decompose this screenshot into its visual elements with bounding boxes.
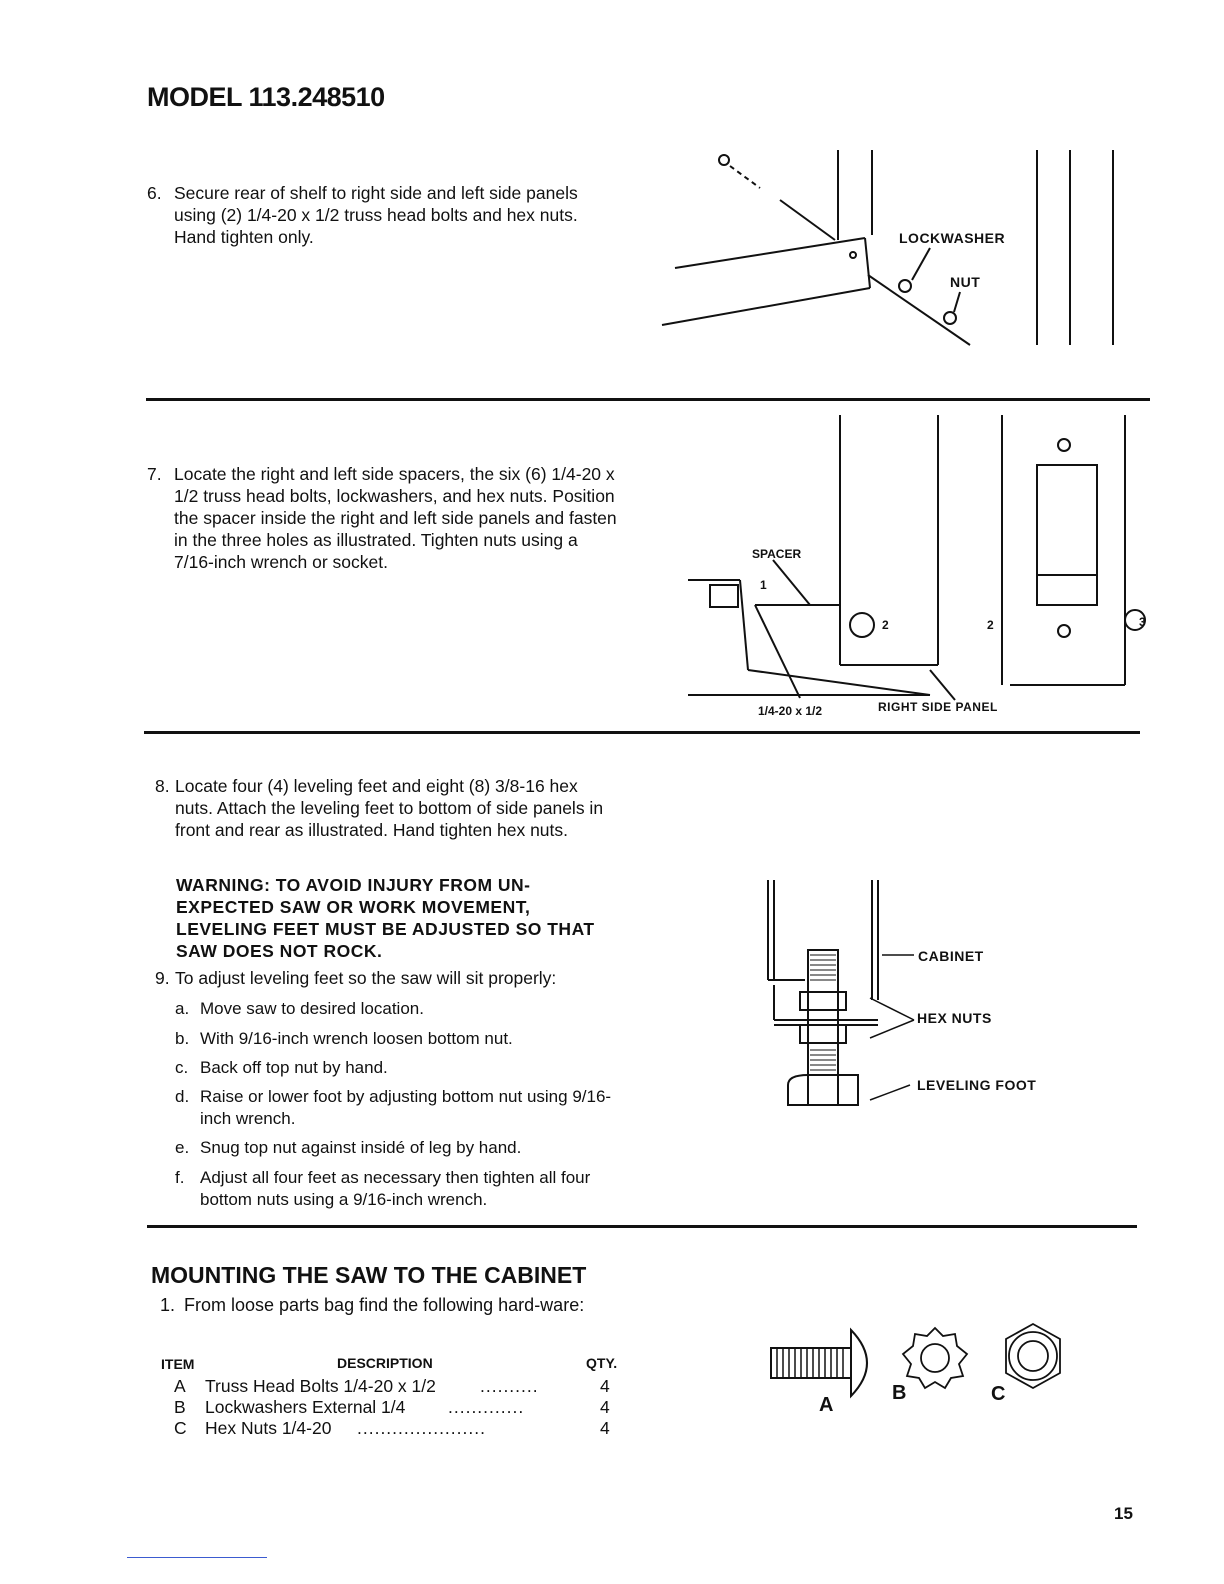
part-item: C: [174, 1418, 187, 1438]
table-row: [174, 1397, 614, 1418]
step-9f-text: Adjust all four feet as necessary then tighten all four bottom nuts using a 9/16-inch wrench.: [200, 1168, 591, 1209]
shelf-bolt-figure: [650, 140, 1130, 355]
label-hole-3: 3: [1139, 615, 1146, 629]
mounting-heading: MOUNTING THE SAW TO THE CABINET: [151, 1262, 587, 1288]
parts-list: [174, 1376, 614, 1439]
label-spacer: SPACER: [752, 547, 802, 561]
table-row: [174, 1376, 614, 1397]
mounting-step-1-number: 1.: [160, 1295, 176, 1315]
label-cabinet: CABINET: [918, 948, 984, 964]
step-8-text: Locate four (4) leveling feet and eight (8) 3/8-16 hex nuts. Attach the leveling feet to bottom of side panels in front and rear as illustrated. Hand tighten hex nuts.: [175, 776, 604, 840]
step-8: [155, 775, 617, 841]
page-number: 15: [1114, 1504, 1133, 1523]
spacer-figure: [680, 415, 1150, 715]
label-hex-nuts: HEX NUTS: [917, 1010, 992, 1026]
part-dots: .............: [448, 1397, 525, 1417]
label-leveling-foot: LEVELING FOOT: [917, 1077, 1037, 1093]
step-9b-text: With 9/16-inch wrench loosen bottom nut.: [200, 1029, 513, 1048]
table-row: [174, 1418, 614, 1439]
step-9: [155, 967, 625, 989]
part-qty: 4: [600, 1418, 610, 1438]
part-item: B: [174, 1397, 186, 1417]
step-9a: [175, 998, 625, 1020]
step-9e-text: Snug top nut against insidé of leg by hand.: [200, 1138, 522, 1157]
step-6-text: Secure rear of shelf to right side and left side panels using (2) 1/4-20 x 1/2 truss head bolts and hex nuts. Hand tighten only.: [174, 183, 578, 247]
step-9-text: To adjust leveling feet so the saw will sit properly:: [175, 968, 557, 988]
step-9a-letter: a.: [175, 999, 190, 1018]
divider-2: [144, 731, 1140, 734]
footer-line: [127, 1557, 267, 1558]
label-part-b: B: [892, 1382, 907, 1404]
step-6-number: 6.: [147, 183, 162, 203]
step-9d-text: Raise or lower foot by adjusting bottom nut using 9/16-inch wrench.: [200, 1087, 612, 1128]
step-9d: [175, 1086, 625, 1130]
step-9b: [175, 1028, 625, 1050]
step-7-number: 7.: [147, 464, 162, 484]
label-nut: NUT: [950, 274, 981, 290]
step-9f: [175, 1167, 625, 1211]
label-right-side-panel: RIGHT SIDE PANEL: [878, 700, 998, 714]
table-header-description: DESCRIPTION: [337, 1355, 433, 1371]
step-9f-letter: f.: [175, 1168, 185, 1187]
step-7: [147, 463, 617, 573]
page-title: MODEL 113.248510: [147, 82, 385, 112]
step-9c-letter: c.: [175, 1058, 189, 1077]
label-hole-2: 2: [882, 618, 889, 632]
part-qty: 4: [600, 1397, 610, 1417]
step-9a-text: Move saw to desired location.: [200, 999, 424, 1018]
label-lockwasher: LOCKWASHER: [899, 230, 1006, 246]
mounting-step-1-text: From loose parts bag find the following hard-ware:: [184, 1295, 585, 1315]
step-9e-letter: e.: [175, 1138, 190, 1157]
part-dots: ......................: [357, 1418, 486, 1438]
table-header-item: ITEM: [161, 1356, 195, 1372]
label-hole-2b: 2: [987, 618, 994, 632]
step-7-text: Locate the right and left side spacers, the six (6) 1/4-20 x 1/2 truss head bolts, lockwashers, and hex nuts. Position the spacer inside the right and left side panels and fasten in the three holes as illustrated. Tighten nuts using a 7/16-inch wrench or socket.: [174, 464, 617, 572]
part-dots: ..........: [480, 1376, 539, 1396]
step-9-number: 9.: [155, 968, 170, 988]
step-9b-letter: b.: [175, 1029, 190, 1048]
label-part-c: C: [991, 1383, 1006, 1405]
step-8-number: 8.: [155, 776, 170, 796]
hardware-parts-figure: [765, 1318, 1095, 1418]
step-9c: [175, 1057, 625, 1079]
step-9c-text: Back off top nut by hand.: [200, 1058, 388, 1077]
part-description: Truss Head Bolts 1/4-20 x 1/2: [205, 1376, 436, 1396]
divider-3: [147, 1225, 1137, 1228]
warning-text: WARNING: TO AVOID INJURY FROM UN-EXPECTED SAW OR WORK MOVEMENT, LEVELING FEET MUST BE ADJUSTED SO THAT SAW DOES NOT ROCK.: [176, 875, 595, 961]
label-bolt-size: 1/4-20 x 1/2: [758, 704, 823, 718]
label-hole-1: 1: [760, 578, 767, 592]
divider-1: [146, 398, 1150, 401]
mounting-step-1: [160, 1294, 630, 1316]
part-item: A: [174, 1376, 186, 1396]
part-description: Hex Nuts 1/4-20: [205, 1418, 332, 1438]
step-9d-letter: d.: [175, 1087, 190, 1106]
part-description: Lockwashers External 1/4: [205, 1397, 406, 1417]
label-part-a: A: [819, 1394, 834, 1416]
step-9e: [175, 1137, 625, 1159]
part-qty: 4: [600, 1376, 610, 1396]
step-6: [147, 182, 617, 248]
table-header-qty: QTY.: [586, 1355, 618, 1371]
